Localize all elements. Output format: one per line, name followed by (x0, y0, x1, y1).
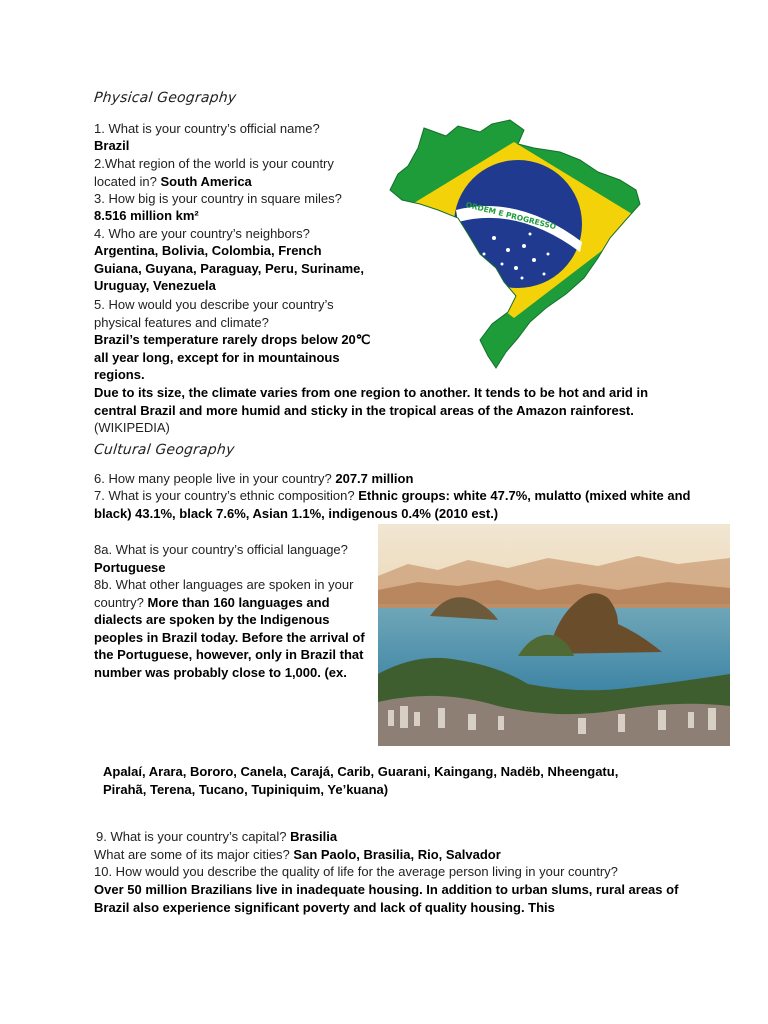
flag-motto: ORDEM E PROGRESSO (464, 200, 558, 232)
answer-4: Argentina, Bolivia, Colombia, French Guiana, Guyana, Paraguay, Peru, Suriname, Uruguay, Venezuela (94, 243, 364, 293)
answer-9: Brasilia (290, 829, 338, 844)
question-9: 9. What is your country’s capital? (96, 829, 287, 844)
question-9b-block (94, 846, 694, 864)
answer-10: Over 50 million Brazilians live in inadequate housing. In addition to urban slums, rural areas of Brazil also experience significant poverty and lack of quality housing. This (94, 882, 679, 915)
question-8a: 8a. What is your country’s official language? (94, 542, 348, 557)
answer-8b: More than 160 languages and dialects are spoken by the Indigenous peoples in Brazil today. Before the arrival of the Portuguese, however, only in Brazil that number was probably close to 1,000. (ex. (94, 594, 365, 680)
brazil-flag-map (384, 118, 644, 370)
question-8a-block (94, 541, 364, 576)
question-6: 6. How many people live in your country? (94, 471, 332, 486)
answer-5: Brazil’s temperature rarely drops below 20℃ all year long, except for in mountainous regions. (94, 332, 371, 382)
question-9b: What are some of its major cities? (94, 847, 290, 862)
answer-5b-source: (WIKIPEDIA) (94, 420, 170, 435)
question-3: 3. How big is your country in square miles? (94, 191, 342, 206)
flag-blue-globe (454, 160, 582, 288)
question-7: 7. What is your country’s ethnic composition? (94, 488, 355, 503)
question-5: 5. How would you describe your country’s physical features and climate? (94, 297, 334, 330)
cultural-geography-heading: Cultural Geography (93, 442, 236, 458)
answer-5b-block (94, 384, 674, 437)
question-8b: 8b. What other languages are spoken in your country? (94, 577, 354, 610)
question-2: 2.What region of the world is your country located in? (94, 156, 334, 189)
question-7-block (94, 487, 694, 522)
answer-6: 207.7 million (335, 471, 414, 486)
rio-de-janeiro-photo (378, 524, 730, 746)
indigenous-languages: Apalaí, Arara, Bororo, Canela, Carajá, Carib, Guarani, Kaingang, Nadëb, Nheengatu, Pirahã, Terena, Tucano, Tupiniquim, Ye’kuana) (103, 764, 619, 797)
question-6-block (94, 470, 694, 488)
question-2-block (94, 155, 374, 190)
physical-geography-heading: Physical Geography (93, 90, 238, 106)
answer-5b: Due to its size, the climate varies from one region to another. It tends to be hot and arid in central Brazil and more humid and sticky in the tropical areas of the Amazon rainforest. (94, 385, 649, 418)
answer-7: Ethnic groups: white 47.7%, mulatto (mixed white and black) 43.1%, black 7.6%, Asian 1.1%, indigenous 0.4% (2010 est.) (94, 488, 691, 521)
answer-9b: San Paolo, Brasilia, Rio, Salvador (293, 847, 501, 862)
answer-3: 8.516 million km² (94, 208, 199, 223)
question-8b-block (94, 576, 368, 681)
question-10: 10. How would you describe the quality of life for the average person living in your country? (94, 864, 618, 879)
answer-8a: Portuguese (94, 559, 166, 575)
answer-2: South America (160, 173, 252, 189)
question-4: 4. Who are your country’s neighbors? (94, 226, 310, 241)
question-9-block (96, 828, 696, 846)
answer-1: Brazil (94, 138, 130, 153)
question-1: 1. What is your country’s official name? (94, 121, 320, 136)
